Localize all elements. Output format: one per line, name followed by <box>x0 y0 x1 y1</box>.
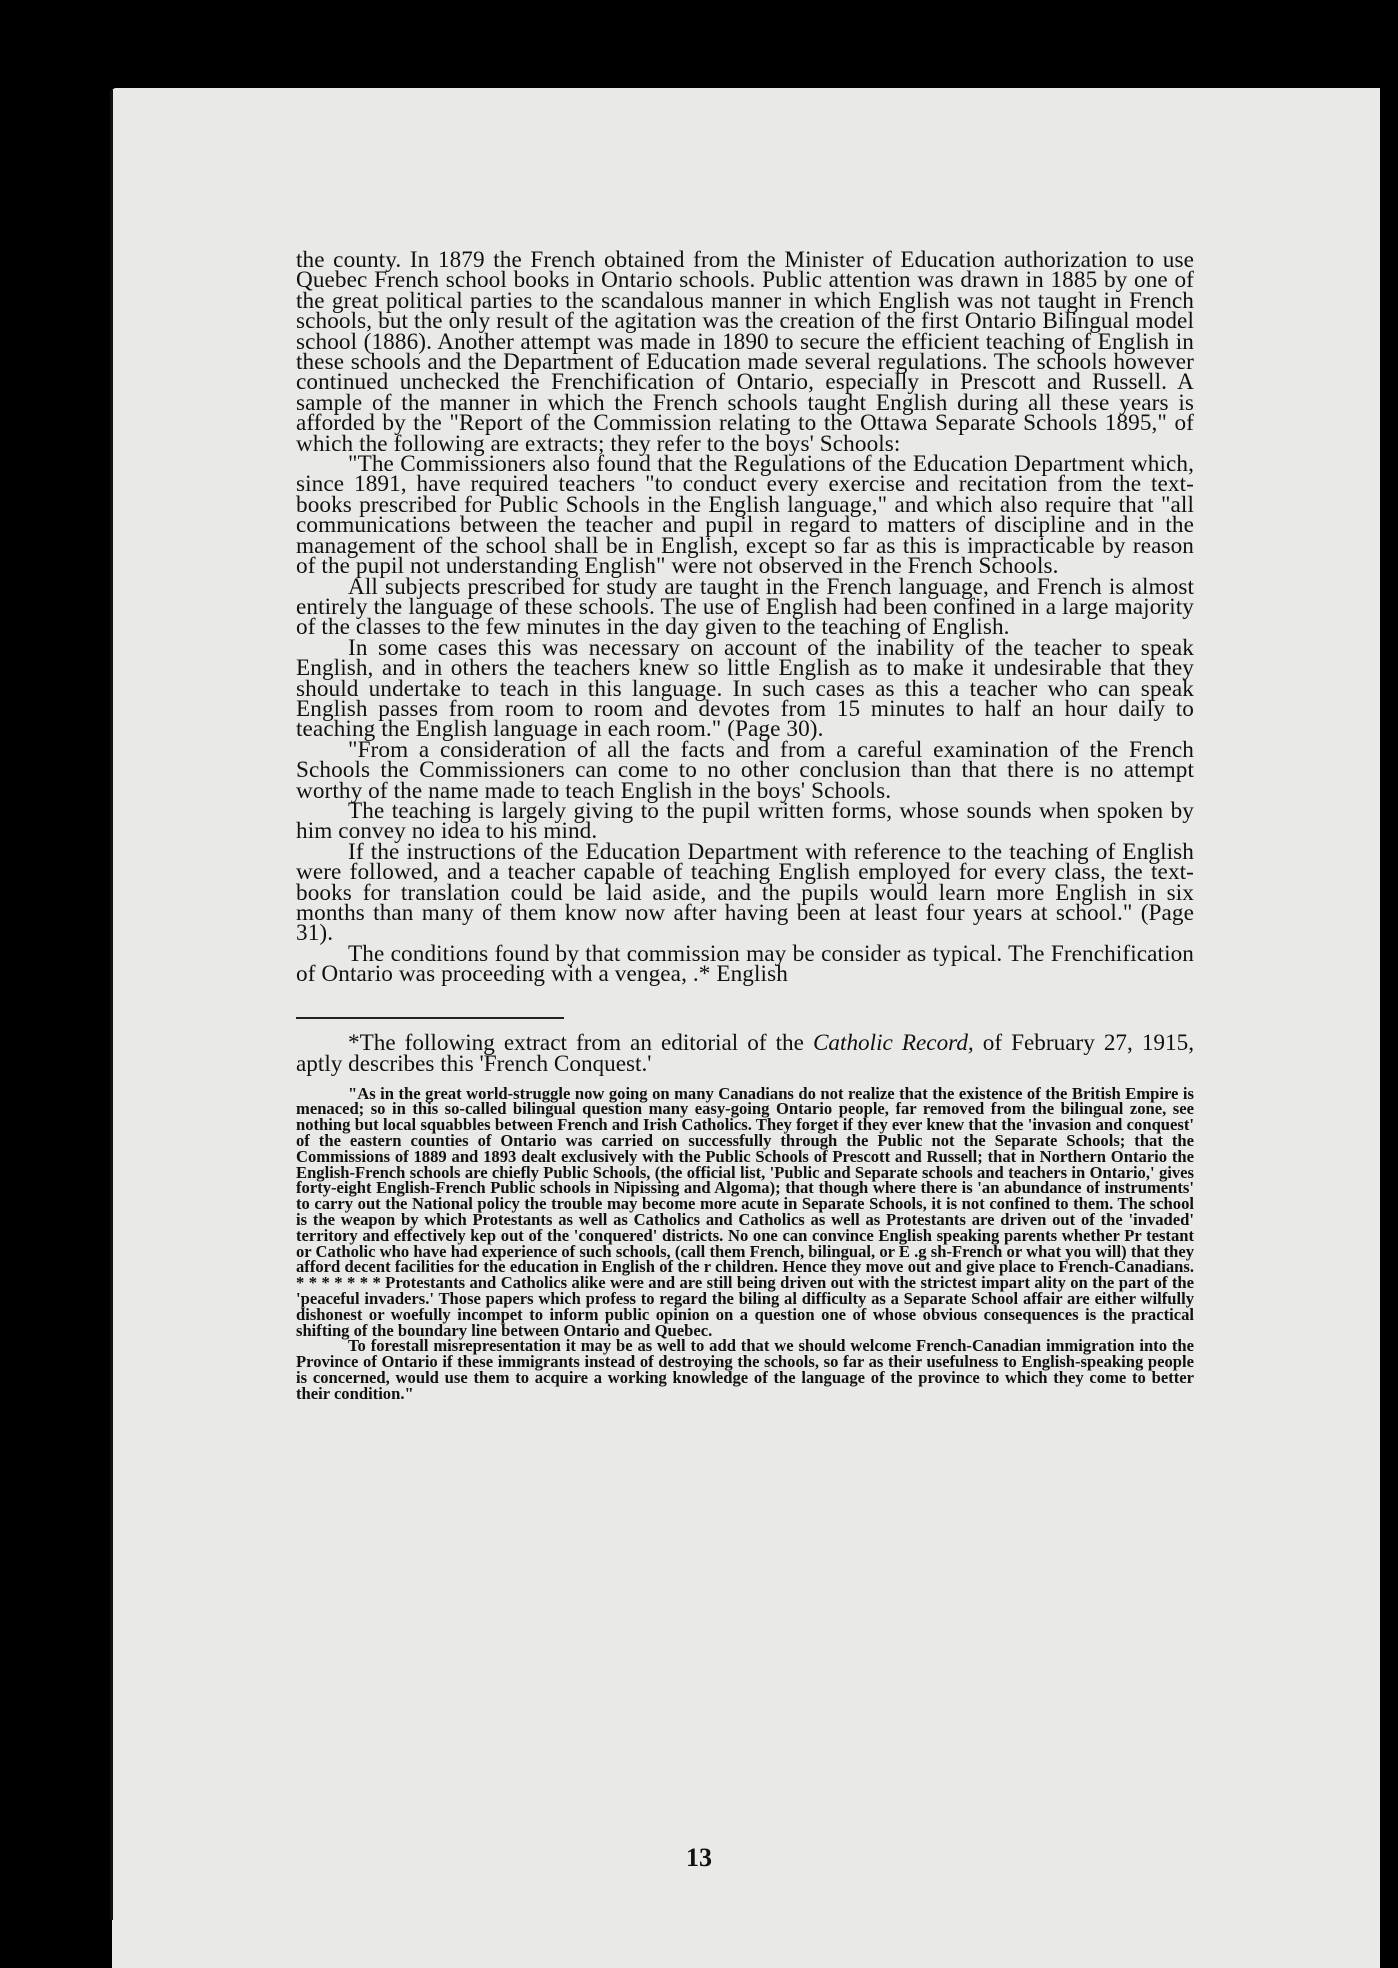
paragraph: If the instructions of the Education Department with reference to the teaching of English were followed, and a teacher capable of teaching English employed for every class, the text-books for translation could be laid aside, and the pupils would learn more English in six months than many of them know now after having been at least four years at school." (Page 31). <box>296 838 1194 947</box>
paragraph: In some cases this was necessary on account of the inability of the teacher to speak English, and in others the teachers knew so little English as to make it undesirable that they should undertake to teach in this language. In such cases as this a teacher who can speak English passes from room to room and devotes from 15 minutes to half an hour daily to teaching the English language in each room." (Page 30). <box>296 634 1194 743</box>
page-number: 13 <box>686 1843 712 1872</box>
footnote-divider <box>296 1017 564 1019</box>
footnote-quote <box>296 1083 1194 1403</box>
main-text <box>296 247 1194 988</box>
quote-paragraph: "As in the great world-struggle now going on many Canadians do not realize that the existence of the British Empire is menaced; so in this so-called bilingual question many easy-going Ontario people, far removed from the bilingual zone, see nothing but local squabbles between French and Irish Catholics. They forget if they ever knew that the 'invasion and conquest' of the eastern counties of Ontario was carried on successfully through the Public not the Separate Schools; that the Commissions of 1889 and 1893 dealt exclusively with the Public Schools of Prescott and Russell; that in Northern Ontario the English-French schools are chiefly Public Schools, (the official list, 'Public and Separate schools and teachers in Ontario,' gives forty-eight English-French Public schools in Nipissing and Algoma); that though where there is 'an abundance of instruments' to carry out the National policy the trouble may become more acute in Separate Schools, it is not confined to them. The school is the weapon by which Protestants as well as Catholics and Catholics as well as Protestants are driven out of the 'invaded' territory and effectively kep out of the 'conquered' districts. No one can convince English speaking parents whether Pr testant or Catholic who have had experience of such schools, (call them French, bilingual, or E .g sh-French or what you will) that they afford decent facilities for the education in English of the r children. Hence they move out and give place to French-Canadians. * * * * * * * Protestants and Catholics alike were and are still being driven out with the strictest impart ality on the part of the 'peaceful invaders.' Those papers which profess to regard the biling al difficulty as a Separate School affair are either wilfully dishonest or woefully incompet to inform public opinion on a question one of whose obvious consequences is the practical shifting of the boundary line between Ontario and Quebec. <box>296 1083 1194 1340</box>
paragraph: "From a consideration of all the facts and from a careful examination of the French Schools the Commissioners can come to no other conclusion than that there is no attempt worthy of the name made to teach English in the boys' Schools. <box>296 736 1194 804</box>
paragraph: The teaching is largely giving to the pupil written forms, whose sounds when spoken by him convey no idea to his mind. <box>296 797 1194 845</box>
footnote-source-title: Catholic Record, <box>812 1029 974 1056</box>
paragraph: All subjects prescribed for study are taught in the French language, and French is almost entirely the language of these schools. The use of English had been confined in a large majority of the classes to the few minutes in the day given to the teaching of English. <box>296 573 1194 641</box>
footnote-intro <box>296 1029 1195 1078</box>
paragraph: The conditions found by that commission may be consider as typical. The Frenchification of Ontario was proceeding with a vengea, .* English <box>296 940 1194 988</box>
page-text <box>296 247 1195 1403</box>
footnote-intro-start: *The following extract from an editorial of the <box>348 1029 813 1056</box>
paragraph: "The Commissioners also found that the Regulations of the Education Department which, since 1891, have required teachers "to conduct every exercise and recitation from the text-books prescribed for Public Schools in the English language," and which also require that "all communications between the teacher and pupil in regard to matters of discipline and in the management of the school shall be in English, except so far as this is impracticable by reason of the pupil not understanding English" were not observed in the French Schools. <box>296 451 1194 580</box>
paragraph: the county. In 1879 the French obtained from the Minister of Education authorization to use Quebec French school books in Ontario schools. Public attention was drawn in 1885 by one of the great political parties to the scandalous manner in which English was not taught in French schools, but the only result of the agitation was the creation of the first Ontario Bilingual model school (1886). Another attempt was made in 1890 to secure the efficient teaching of English in these schools and the Department of Education made several regulations. The schools however continued unchecked the Frenchification of Ontario, especially in Prescott and Russell. A sample of the manner in which the French schools taught English during all these years is afforded by the "Report of the Commission relating to the Ottawa Separate Schools 1895," of which the following are extracts; they refer to the boys' Schools: <box>296 247 1194 457</box>
quote-paragraph: To forestall misrepresentation it may be as well to add that we should welcome French-Canadian immigration into the Province of Ontario if these immigrants instead of destroying the schools, so far as their usefulness to English-speaking people is concerned, would use them to acquire a working knowledge of the language of the province to which they come to better their condition." <box>296 1336 1194 1403</box>
footnote-intro-end: of February 27, 1915, aptly describes this 'French Conquest.' <box>296 1029 1195 1078</box>
page-binding-edge <box>110 90 119 1920</box>
